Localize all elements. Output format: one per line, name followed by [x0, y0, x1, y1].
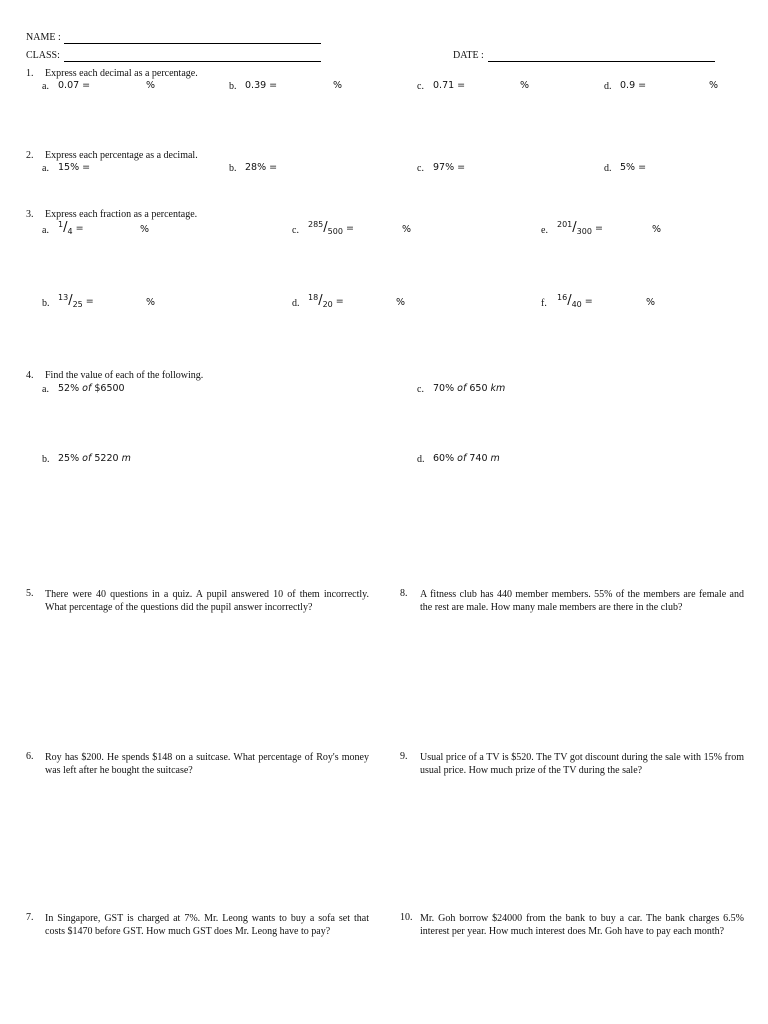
item-expr: 15% = [58, 162, 91, 173]
item-letter: b. [229, 81, 237, 92]
question-number: 8. [400, 588, 408, 599]
item-unit: % [709, 80, 719, 91]
item-letter: d. [604, 81, 612, 92]
question-number: 4. [26, 370, 34, 381]
item-letter: c. [417, 81, 424, 92]
item-expr: 0.07 = [58, 80, 91, 91]
question-number: 9. [400, 751, 408, 762]
item-unit: % [520, 80, 530, 91]
item-unit: % [402, 224, 412, 235]
item-letter: f. [541, 298, 547, 309]
question-text: Usual price of a TV is $520. The TV got discount during the sale with 15% from usual price. How much prize of the TV during the sale? [420, 752, 744, 776]
item-unit: % [396, 297, 406, 308]
item-letter: c. [292, 225, 299, 236]
fraction: $^1/_4$ = [58, 220, 84, 236]
question-text: Express each fraction as a percentage. [45, 209, 198, 220]
item-unit: % [146, 80, 156, 91]
item-expr: 28% = [245, 162, 278, 173]
item-letter: a. [42, 163, 49, 174]
item-expr: 0.39 = [245, 80, 278, 91]
item-expr: 97% = [433, 162, 466, 173]
question-text: A fitness club has 440 member members. 55% of the members are female and the rest are male. How many male members are there in the club? [420, 589, 744, 613]
item-unit: % [646, 297, 656, 308]
fraction: $^{201}/_{300}$ = [557, 220, 603, 236]
question-text: Mr. Goh borrow $24000 from the bank to buy a car. The bank charges 6.5% interest per year. How much interest does Mr. Goh have to pay each month? [420, 913, 744, 937]
item-expr: 25% of 5220 m [58, 453, 131, 464]
fraction: $^{285}/_{500}$ = [308, 220, 354, 236]
date-label: DATE : [453, 50, 484, 61]
item-letter: c. [417, 163, 424, 174]
fraction: $^{16}/_{40}$ = [557, 293, 593, 309]
question-text: Roy has $200. He spends $148 on a suitcase. What percentage of Roy's money was left after he bought the suitcase? [45, 752, 369, 776]
question-number: 10. [400, 912, 413, 923]
item-letter: b. [229, 163, 237, 174]
item-unit: % [333, 80, 343, 91]
item-unit: % [140, 224, 150, 235]
item-letter: a. [42, 384, 49, 395]
question-text: Express each percentage as a decimal. [45, 150, 198, 161]
item-letter: a. [42, 81, 49, 92]
item-letter: d. [604, 163, 612, 174]
item-expr: 60% of 740 m [433, 453, 500, 464]
question-text: There were 40 questions in a quiz. A pupil answered 10 of them incorrectly. What percentage of the questions did the pupil answer incorrectly? [45, 589, 369, 613]
question-number: 3. [26, 209, 34, 220]
item-expr: 70% of 650 km [433, 383, 506, 394]
item-letter: e. [541, 225, 548, 236]
item-unit: % [652, 224, 662, 235]
question-number: 6. [26, 751, 34, 762]
item-letter: d. [292, 298, 300, 309]
name-field[interactable] [64, 43, 321, 44]
item-letter: c. [417, 384, 424, 395]
question-number: 2. [26, 150, 34, 161]
class-field[interactable] [64, 61, 321, 62]
item-expr: 0.9 = [620, 80, 647, 91]
question-number: 5. [26, 588, 34, 599]
question-text: In Singapore, GST is charged at 7%. Mr. Leong wants to buy a sofa set that costs $1470 before GST. How much GST does Mr. Leong have to pay? [45, 913, 369, 937]
class-label: CLASS: [26, 50, 60, 61]
fraction: $^{13}/_{25}$ = [58, 293, 94, 309]
date-field[interactable] [488, 61, 715, 62]
item-letter: d. [417, 454, 425, 465]
name-label: NAME : [26, 32, 61, 43]
question-number: 7. [26, 912, 34, 923]
item-expr: 52% of $6500 [58, 383, 125, 394]
question-text: Find the value of each of the following. [45, 370, 204, 381]
item-letter: b. [42, 454, 50, 465]
question-text: Express each decimal as a percentage. [45, 68, 198, 79]
question-number: 1. [26, 68, 34, 79]
item-unit: % [146, 297, 156, 308]
item-expr: 0.71 = [433, 80, 466, 91]
item-letter: a. [42, 225, 49, 236]
fraction: $^{18}/_{20}$ = [308, 293, 344, 309]
item-expr: 5% = [620, 162, 647, 173]
item-letter: b. [42, 298, 50, 309]
